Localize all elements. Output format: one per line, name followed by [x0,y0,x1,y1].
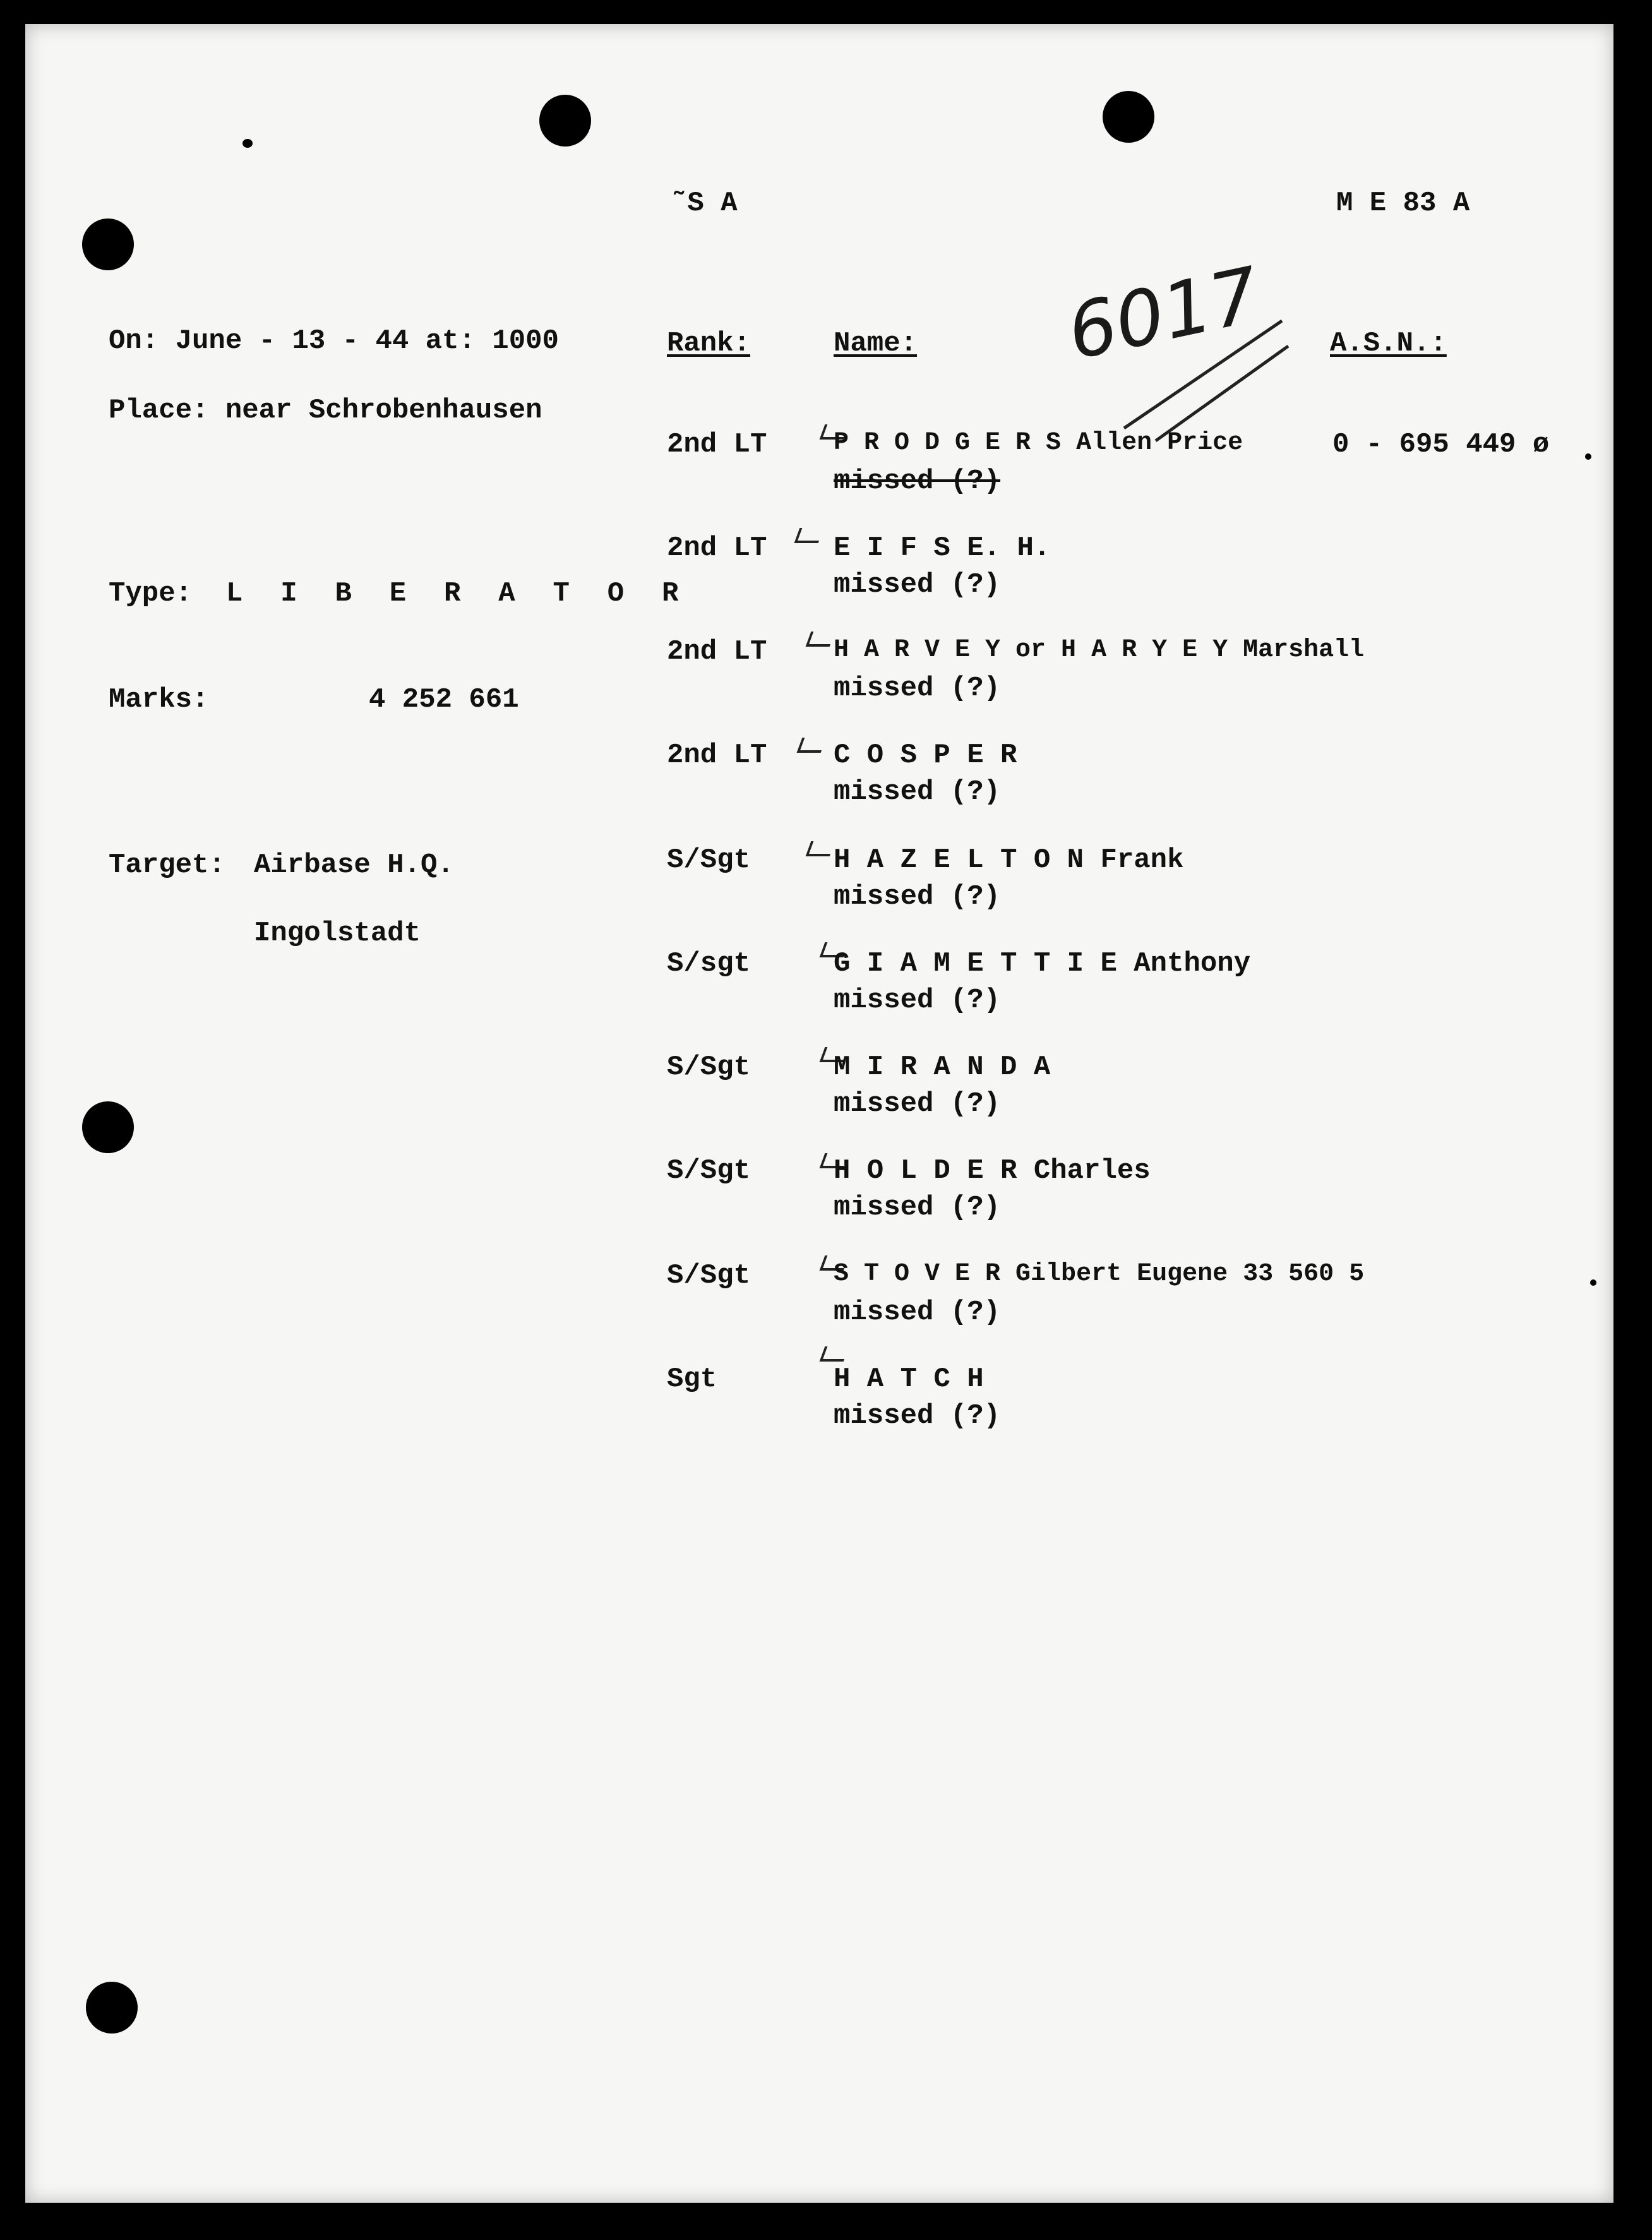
check-mark-icon [794,528,824,543]
crew-status: missed (?) [834,1192,1001,1223]
crew-rank: S/Sgt [667,844,751,876]
date-time-line: On: June - 13 - 44 at: 1000 [109,325,559,357]
ink-speck [1590,1279,1596,1286]
crew-name: H A R V E Y or H A R Y E Y Marshall [834,636,1365,664]
punch-hole [82,1101,134,1153]
crew-rank: Sgt [667,1363,717,1395]
crew-name: H A Z E L T O N Frank [834,844,1184,876]
target-city: Ingolstadt [254,918,421,949]
rank-column-header: Rank: [667,328,751,359]
ink-speck [1585,453,1591,460]
crew-rank: 2nd LT [667,636,767,668]
type-label: Type: [109,578,193,609]
crew-name: M I R A N D A [834,1051,1051,1083]
check-mark-icon [820,1346,849,1362]
punch-hole [86,1982,138,2033]
crew-status: missed (?) [834,569,1001,601]
header-right-code: M E 83 A [1336,188,1470,219]
crew-name: P R O D G E R S Allen Price [834,429,1243,457]
crew-name: S T O V E R Gilbert Eugene 33 560 5 [834,1260,1365,1288]
crew-status: missed (?) [834,1088,1001,1120]
target-label: Target: [109,849,225,881]
crew-rank: S/sgt [667,948,751,979]
marks-label: Marks: [109,684,209,716]
crew-status: missed (?) [834,673,1001,704]
crew-rank: S/Sgt [667,1051,751,1083]
check-mark-icon [806,841,835,856]
crew-name: E I F S E. H. [834,532,1051,564]
crew-rank: 2nd LT [667,532,767,564]
type-value: L I B E R A T O R [226,578,690,609]
target-value: Airbase H.Q. [254,849,454,881]
place-line: Place: near Schrobenhausen [109,395,542,426]
crew-status: missed (?) [834,1297,1001,1328]
crew-status: missed (?) [834,776,1001,808]
crew-rank: 2nd LT [667,740,767,771]
crew-rank: S/Sgt [667,1260,751,1291]
crew-status: missed (?) [834,985,1001,1016]
punch-hole [539,95,591,147]
crew-name: G I A M E T T I E Anthony [834,948,1251,979]
crew-name: H O L D E R Charles [834,1155,1151,1187]
ink-speck [242,139,253,148]
marks-value: 4 252 661 [369,684,519,716]
check-mark-icon [797,738,827,753]
crew-name: H A T C H [834,1363,984,1395]
crew-asn: 0 - 695 449 ø [1332,429,1550,460]
header-left-code: ˜S A [671,188,738,219]
check-mark-icon [806,632,835,647]
crew-status: missed (?) [834,465,1001,497]
crew-status: missed (?) [834,1400,1001,1432]
document-sheet [25,24,1613,2203]
crew-rank: 2nd LT [667,429,767,460]
crew-rank: S/Sgt [667,1155,751,1187]
crew-name: C O S P E R [834,740,1017,771]
punch-hole [1103,91,1154,143]
crew-status: missed (?) [834,881,1001,913]
name-column-header: Name: [834,328,918,359]
handwritten-number: 6017 [1060,251,1267,378]
punch-hole [82,219,134,270]
asn-column-header: A.S.N.: [1330,328,1447,359]
